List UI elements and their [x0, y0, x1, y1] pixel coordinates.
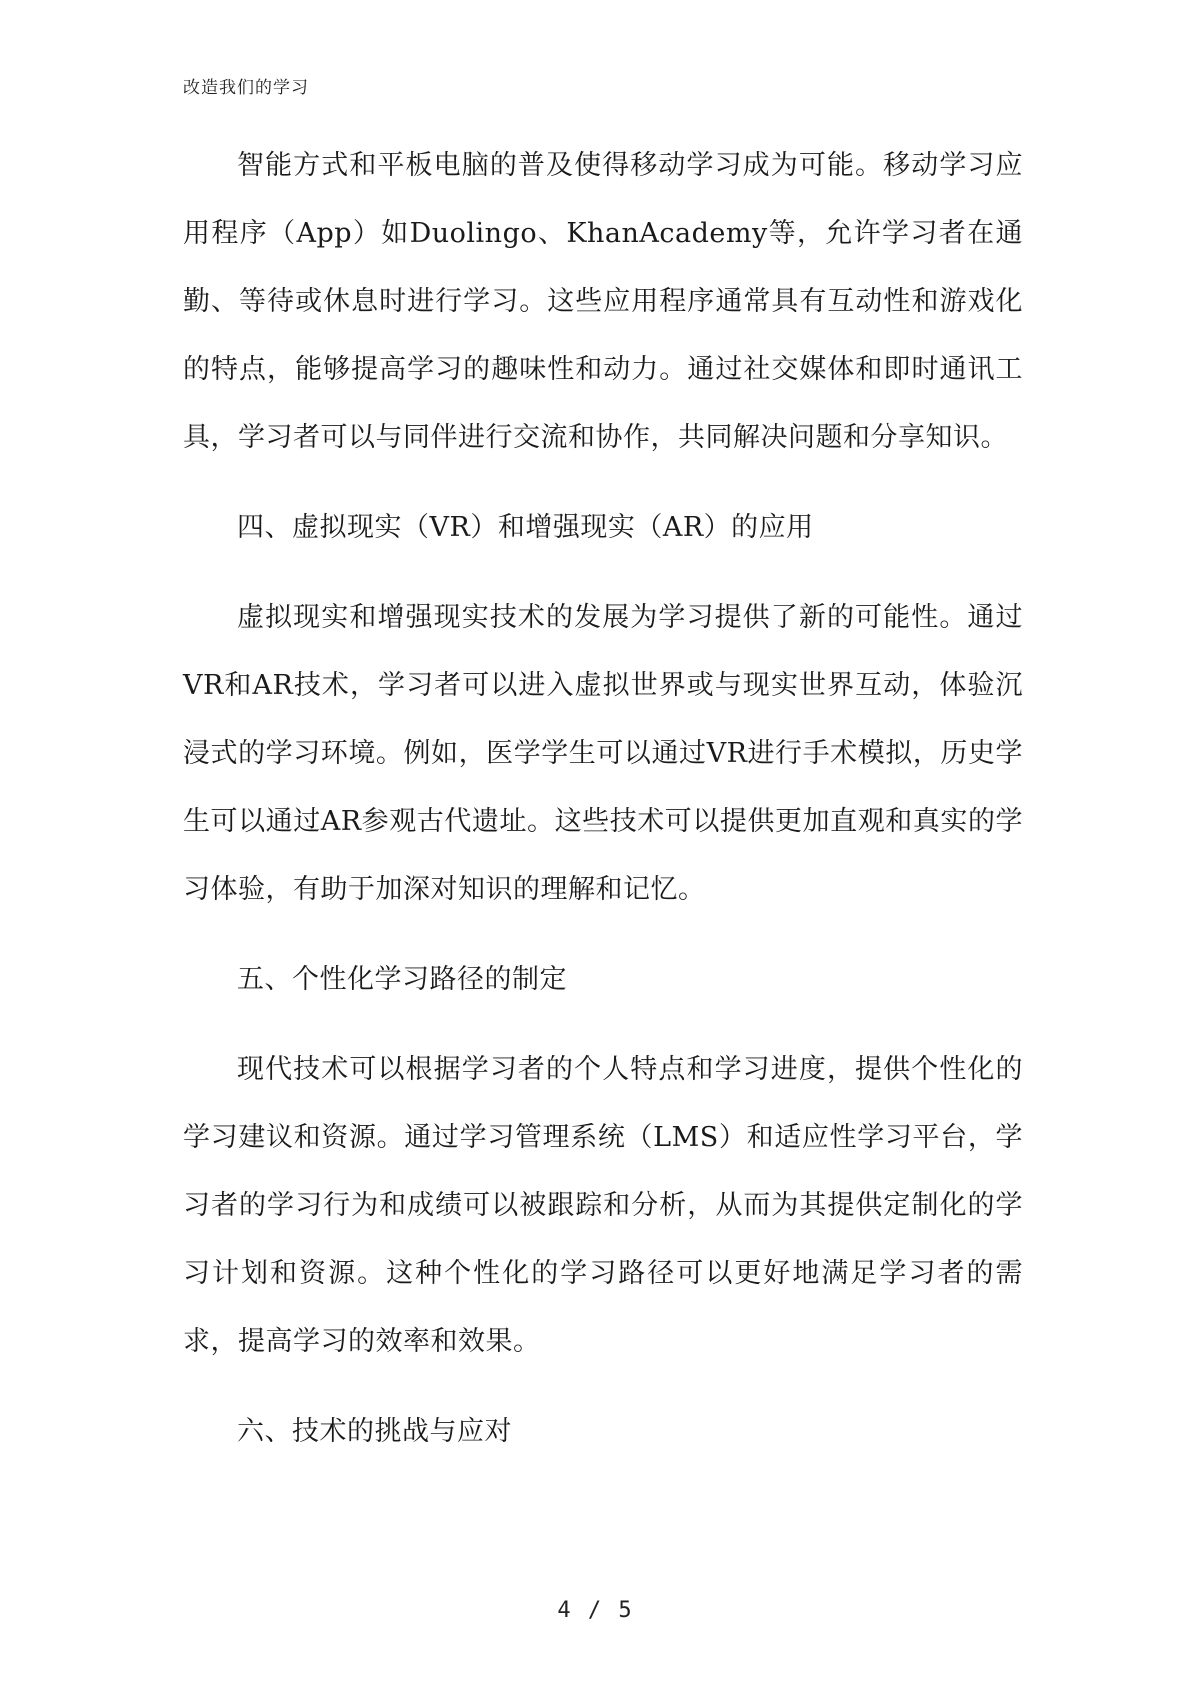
- page-number: 4 / 5: [557, 1598, 634, 1623]
- section-heading-challenges: 六、技术的挑战与应对: [237, 1416, 512, 1447]
- document-body: [183, 132, 1023, 1466]
- section-heading-personalized-path: 五、个性化学习路径的制定: [237, 964, 567, 995]
- paragraph-mobile-learning: 智能方式和平板电脑的普及使得移动学习成为可能。移动学习应用程序（App）如Duolingo、KhanAcademy等，允许学习者在通勤、等待或休息时进行学习。这些应用程序通常具有互动性和游戏化的特点，能够提高学习的趣味性和动力。通过社交媒体和即时通讯工具，学习者可以与同伴进行交流和协作，共同解决问题和分享知识。: [183, 150, 1023, 453]
- section-heading-vr-ar: 四、虚拟现实（VR）和增强现实（AR）的应用: [237, 512, 814, 543]
- paragraph-vr-ar: 虚拟现实和增强现实技术的发展为学习提供了新的可能性。通过VR和AR技术，学习者可以进入虚拟世界或与现实世界互动，体验沉浸式的学习环境。例如，医学学生可以通过VR进行手术模拟，历史学生可以通过AR参观古代遗址。这些技术可以提供更加直观和真实的学习体验，有助于加深对知识的理解和记忆。: [183, 602, 1023, 905]
- paragraph-personalized-path: 现代技术可以根据学习者的个人特点和学习进度，提供个性化的学习建议和资源。通过学习管理系统（LMS）和适应性学习平台，学习者的学习行为和成绩可以被跟踪和分析，从而为其提供定制化的学习计划和资源。这种个性化的学习路径可以更好地满足学习者的需求，提高学习的效率和效果。: [183, 1054, 1023, 1357]
- running-header: 改造我们的学习: [183, 78, 309, 98]
